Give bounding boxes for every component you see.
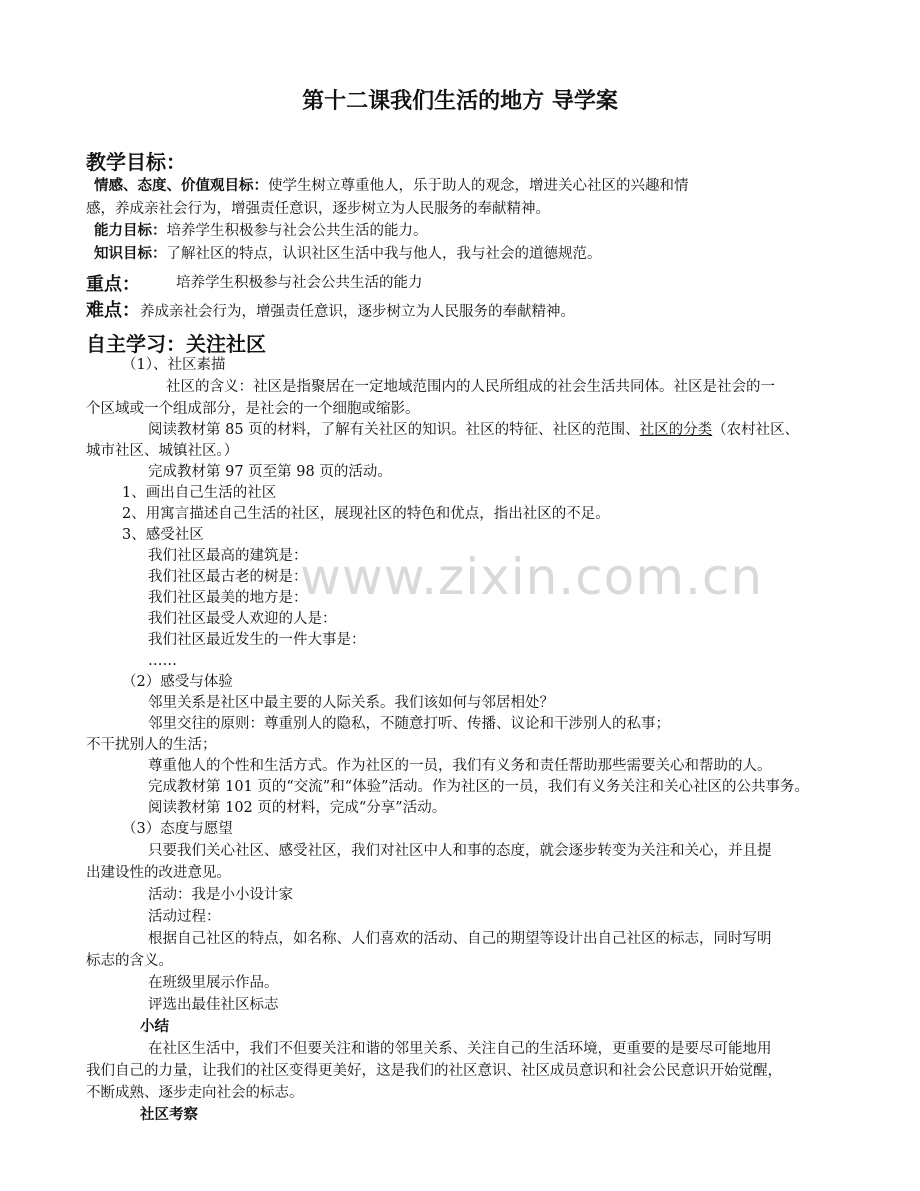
emotion-objective-label: 情感、态度、价值观目标： bbox=[94, 177, 268, 194]
section-3-title: （3）态度与愿望 bbox=[122, 821, 233, 837]
community-definition-1: 社区的含义：社区是指聚居在一定地域范围内的人民所组成的社会生活共同体。社区是社会的一 bbox=[166, 379, 775, 395]
reading-text-1b: （农村社区、 bbox=[712, 422, 800, 438]
key-point-text: 培养学生积极参与社会公共生活的能力 bbox=[176, 275, 423, 291]
section-2-paragraph: 邻里关系是社区中最主要的人际关系。我们该如何与邻居相处？ bbox=[148, 695, 554, 711]
knowledge-objective-text: 了解社区的特点，认识社区生活中我与他人，我与社会的道德规范。 bbox=[166, 246, 602, 262]
select-best: 评选出最佳社区标志 bbox=[148, 997, 279, 1013]
activity-process: 活动过程： bbox=[148, 909, 221, 925]
show-works: 在班级里展示作品。 bbox=[148, 975, 279, 991]
list-item: 2、用寓言描述自己生活的社区，展现社区的特色和优点，指出社区的不足。 bbox=[122, 506, 610, 522]
objectives-heading: 教学目标： bbox=[86, 150, 186, 174]
reading-line-2: 城市社区、城镇社区。） bbox=[86, 443, 239, 459]
list-item: 1、画出自己生活的社区 bbox=[122, 485, 277, 501]
feel-item: 我们社区最受人欢迎的人是： bbox=[148, 611, 337, 627]
self-study-heading: 自主学习：关注社区 bbox=[86, 332, 266, 356]
emotion-objective-text-1: 使学生树立尊重他人，乐于助人的观念，增进关心社区的兴趣和情 bbox=[268, 178, 689, 194]
emotion-objective-line-1 bbox=[94, 175, 689, 197]
section-3-paragraph-2-cont: 标志的含义。 bbox=[86, 953, 173, 969]
summary-line-2: 我们自己的力量，让我们的社区变得更美好，这是我们的社区意识、社区成员意识和社会公民意识开始觉醒， bbox=[86, 1063, 782, 1079]
section-1-title: （1）、社区素描 bbox=[122, 357, 226, 373]
feel-item: 我们社区最高的建筑是： bbox=[148, 548, 308, 564]
summary-line-3: 不断成熟、逐步走向社会的标志。 bbox=[86, 1085, 304, 1101]
section-2-paragraph: 完成教材第 101 页的“交流”和“体验”活动。作为社区的一员，我们有义务关注和关心社区的公共事务。 bbox=[148, 779, 810, 795]
knowledge-objective bbox=[94, 243, 602, 265]
community-definition-2: 个区域或一个组成部分，是社会的一个细胞或缩影。 bbox=[86, 401, 420, 417]
page-title: 第十二课我们生活的地方 导学案 bbox=[302, 89, 618, 114]
emotion-objective-text-2: 感，养成亲社会行为，增强责任意识，逐步树立为人民服务的奉献精神。 bbox=[86, 201, 550, 217]
section-2-paragraph: 尊重他人的个性和生活方式。作为社区的一员，我们有义务和责任帮助那些需要关心和帮助的人。 bbox=[148, 758, 772, 774]
ellipsis: …… bbox=[148, 653, 177, 669]
ability-objective-label: 能力目标： bbox=[94, 222, 167, 239]
summary-line-1: 在社区生活中，我们不但要关注和谐的邻里关系、关注自己的生活环境，更重要的是要尽可能地用 bbox=[148, 1041, 772, 1057]
difficulty-text: 养成亲社会行为，增强责任意识，逐步树立为人民服务的奉献精神。 bbox=[140, 304, 575, 320]
ability-objective bbox=[94, 220, 428, 242]
section-2-paragraph: 不干扰别人的生活； bbox=[86, 737, 217, 753]
watermark: www.zixin.com.cn bbox=[300, 548, 764, 606]
section-2-paragraph: 邻里交往的原则：尊重别人的隐私，不随意打听、传播、议论和干涉别人的私事； bbox=[148, 716, 670, 732]
feel-item: 我们社区最古老的树是： bbox=[148, 569, 308, 585]
knowledge-objective-label: 知识目标： bbox=[94, 245, 167, 262]
section-3-paragraph-1: 只要我们关心社区、感受社区，我们对社区中人和事的态度，就会逐步转变为关注和关心，并且提 bbox=[148, 843, 772, 859]
difficulty bbox=[86, 300, 575, 323]
feel-item: 我们社区最美的地方是： bbox=[148, 590, 308, 606]
section-1-activity: 完成教材第 97 页至第 98 页的活动。 bbox=[148, 464, 392, 480]
reading-text-1a: 阅读教材第 85 页的材料，了解有关社区的知识。社区的特征、社区的范围、 bbox=[148, 422, 640, 438]
reading-line-1 bbox=[148, 419, 799, 441]
section-3-paragraph-2: 根据自己社区的特点，如名称、人们喜欢的活动、自己的期望等设计出自己社区的标志，同时写明 bbox=[148, 931, 772, 947]
feel-item: 我们社区最近发生的一件大事是： bbox=[148, 632, 366, 648]
summary-title: 小结 bbox=[140, 1018, 169, 1035]
section-3-paragraph-1-cont: 出建设性的改进意见。 bbox=[86, 865, 231, 881]
community-classification-link: 社区的分类 bbox=[639, 422, 713, 438]
key-point-label: 重点： bbox=[86, 274, 140, 295]
list-item: 3、感受社区 bbox=[122, 527, 204, 543]
ability-objective-text: 培养学生积极参与社会公共生活的能力。 bbox=[166, 223, 428, 239]
section-2-paragraph: 阅读教材第 102 页的材料，完成“分享”活动。 bbox=[148, 800, 447, 816]
difficulty-label: 难点： bbox=[86, 300, 140, 321]
activity-name: 活动：我是小小设计家 bbox=[148, 887, 293, 903]
section-2-title: （2）感受与体验 bbox=[122, 674, 233, 690]
survey-title: 社区考察 bbox=[140, 1106, 198, 1123]
